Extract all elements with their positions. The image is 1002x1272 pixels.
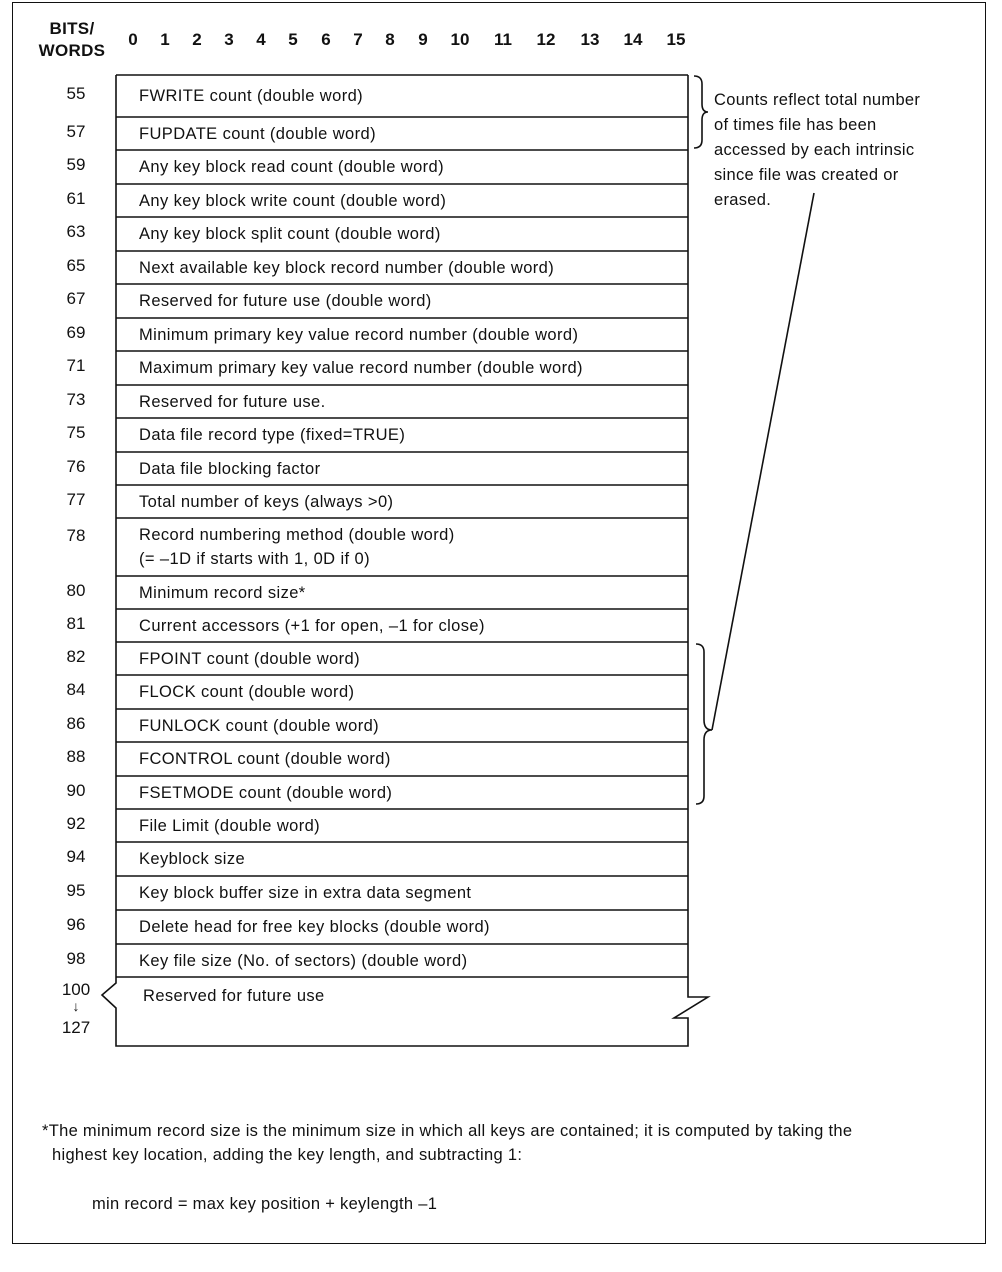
bit-number: 4: [256, 30, 266, 49]
annotation-line: of times file has been: [714, 116, 877, 134]
footnote-formula: min record = max key position + keylength –1: [92, 1195, 438, 1213]
word-number: 57: [66, 121, 86, 141]
reserved-word-start: 100: [61, 980, 91, 999]
table-cell-label: FUNLOCK count (double word): [139, 716, 380, 735]
bit-number: 7: [353, 30, 363, 49]
word-number: 76: [66, 456, 86, 476]
bit-number: 12: [536, 30, 556, 49]
bits-label: BITS/: [49, 19, 95, 38]
table-cell-label: Maximum primary key value record number (double word): [139, 359, 583, 377]
table-cell-label: FPOINT count (double word): [139, 649, 361, 668]
word-number: 71: [66, 356, 86, 375]
table-cell-label: FUPDATE count (double word): [139, 124, 376, 143]
table-cell-label: Delete head for free key blocks (double word): [139, 918, 490, 936]
words-label: WORDS: [38, 41, 106, 60]
word-number: 77: [66, 489, 86, 509]
table-cell-label: Current accessors (+1 for open, –1 for close): [139, 616, 485, 635]
reserved-word-end: 127: [61, 1018, 91, 1037]
word-number: 90: [66, 780, 86, 800]
table-cell-label: FWRITE count (double word): [139, 87, 364, 105]
table-cell-label: Data file blocking factor: [139, 459, 321, 478]
table-cell-label: Next available key block record number (double word): [139, 258, 555, 277]
word-number: 61: [66, 188, 86, 208]
table-cell-label: Data file record type (fixed=TRUE): [139, 426, 406, 444]
bit-number: 13: [580, 30, 600, 49]
bit-number: 14: [623, 30, 643, 49]
bit-number: 15: [666, 30, 686, 49]
table-cell-label: Reserved for future use (double word): [139, 292, 432, 310]
bit-number: 0: [128, 30, 138, 49]
annotation-note: [714, 88, 920, 213]
bit-number: 6: [321, 30, 331, 49]
annotation-pointer: [712, 193, 814, 730]
word-number: 75: [66, 423, 86, 442]
table-cell-label-line2: (= –1D if starts with 1, 0D if 0): [139, 550, 370, 568]
table-cell-label: Minimum record size*: [139, 583, 306, 602]
table-cell-label: Any key block write count (double word): [139, 191, 447, 210]
bit-number: 2: [192, 30, 202, 49]
word-number: 78: [66, 526, 86, 545]
word-number: 65: [66, 255, 86, 275]
word-number: 63: [66, 222, 86, 241]
table-cell-label: Keyblock size: [139, 850, 246, 868]
table-cell-label: Reserved for future use.: [139, 392, 326, 411]
bit-number: 1: [160, 30, 170, 49]
table-cell-label: File Limit (double word): [139, 816, 321, 835]
table-cell-label: Any key block read count (double word): [139, 158, 445, 176]
word-number: 96: [66, 915, 86, 934]
table-cell-label: Record numbering method (double word): [139, 526, 455, 544]
annotation-line: erased.: [714, 191, 772, 209]
footnote-line-1: *The minimum record size is the minimum size in which all keys are contained; it is computed by taking the: [42, 1122, 853, 1140]
bit-number: 8: [385, 30, 395, 49]
top-brace: [694, 76, 708, 148]
table-cell-label: Key file size (No. of sectors) (double word): [139, 951, 468, 970]
word-number: 81: [66, 613, 86, 633]
table-cell-label: FSETMODE count (double word): [139, 783, 393, 802]
annotation-line: since file was created or: [714, 166, 899, 184]
bit-number: 10: [450, 30, 470, 49]
annotation-line: accessed by each intrinsic: [714, 141, 915, 159]
word-number: 69: [66, 322, 86, 342]
word-number: 55: [66, 84, 86, 103]
word-number: 59: [66, 155, 86, 174]
word-number: 95: [66, 881, 86, 900]
word-number: 88: [66, 747, 86, 766]
reserved-block-label: Reserved for future use: [143, 987, 325, 1005]
annotation-line: Counts reflect total number: [714, 91, 921, 109]
bottom-brace: [696, 644, 712, 804]
table-cell-label: Any key block split count (double word): [139, 225, 441, 243]
word-number: 92: [66, 813, 86, 833]
bit-number: 3: [224, 30, 234, 49]
word-number: 67: [66, 289, 86, 308]
reserved-arrow: ↓: [72, 998, 80, 1014]
table-cell-label: FCONTROL count (double word): [139, 750, 391, 768]
table-cell-label: Key block buffer size in extra data segment: [139, 884, 472, 902]
word-number: 94: [66, 847, 86, 866]
word-number: 73: [66, 389, 86, 409]
word-number: 86: [66, 713, 86, 733]
word-number: 82: [66, 646, 86, 666]
bit-number: 9: [418, 30, 428, 49]
word-number: 84: [66, 680, 86, 699]
footnote-line-2: highest key location, adding the key length, and subtracting 1:: [52, 1146, 523, 1164]
bit-number: 11: [494, 30, 512, 49]
word-number: 80: [66, 580, 86, 600]
bit-number: 5: [288, 30, 298, 49]
word-number: 98: [66, 948, 86, 968]
table-cell-label: Total number of keys (always >0): [139, 492, 394, 511]
table-cell-label: FLOCK count (double word): [139, 683, 355, 701]
table-cell-label: Minimum primary key value record number (double word): [139, 325, 579, 344]
